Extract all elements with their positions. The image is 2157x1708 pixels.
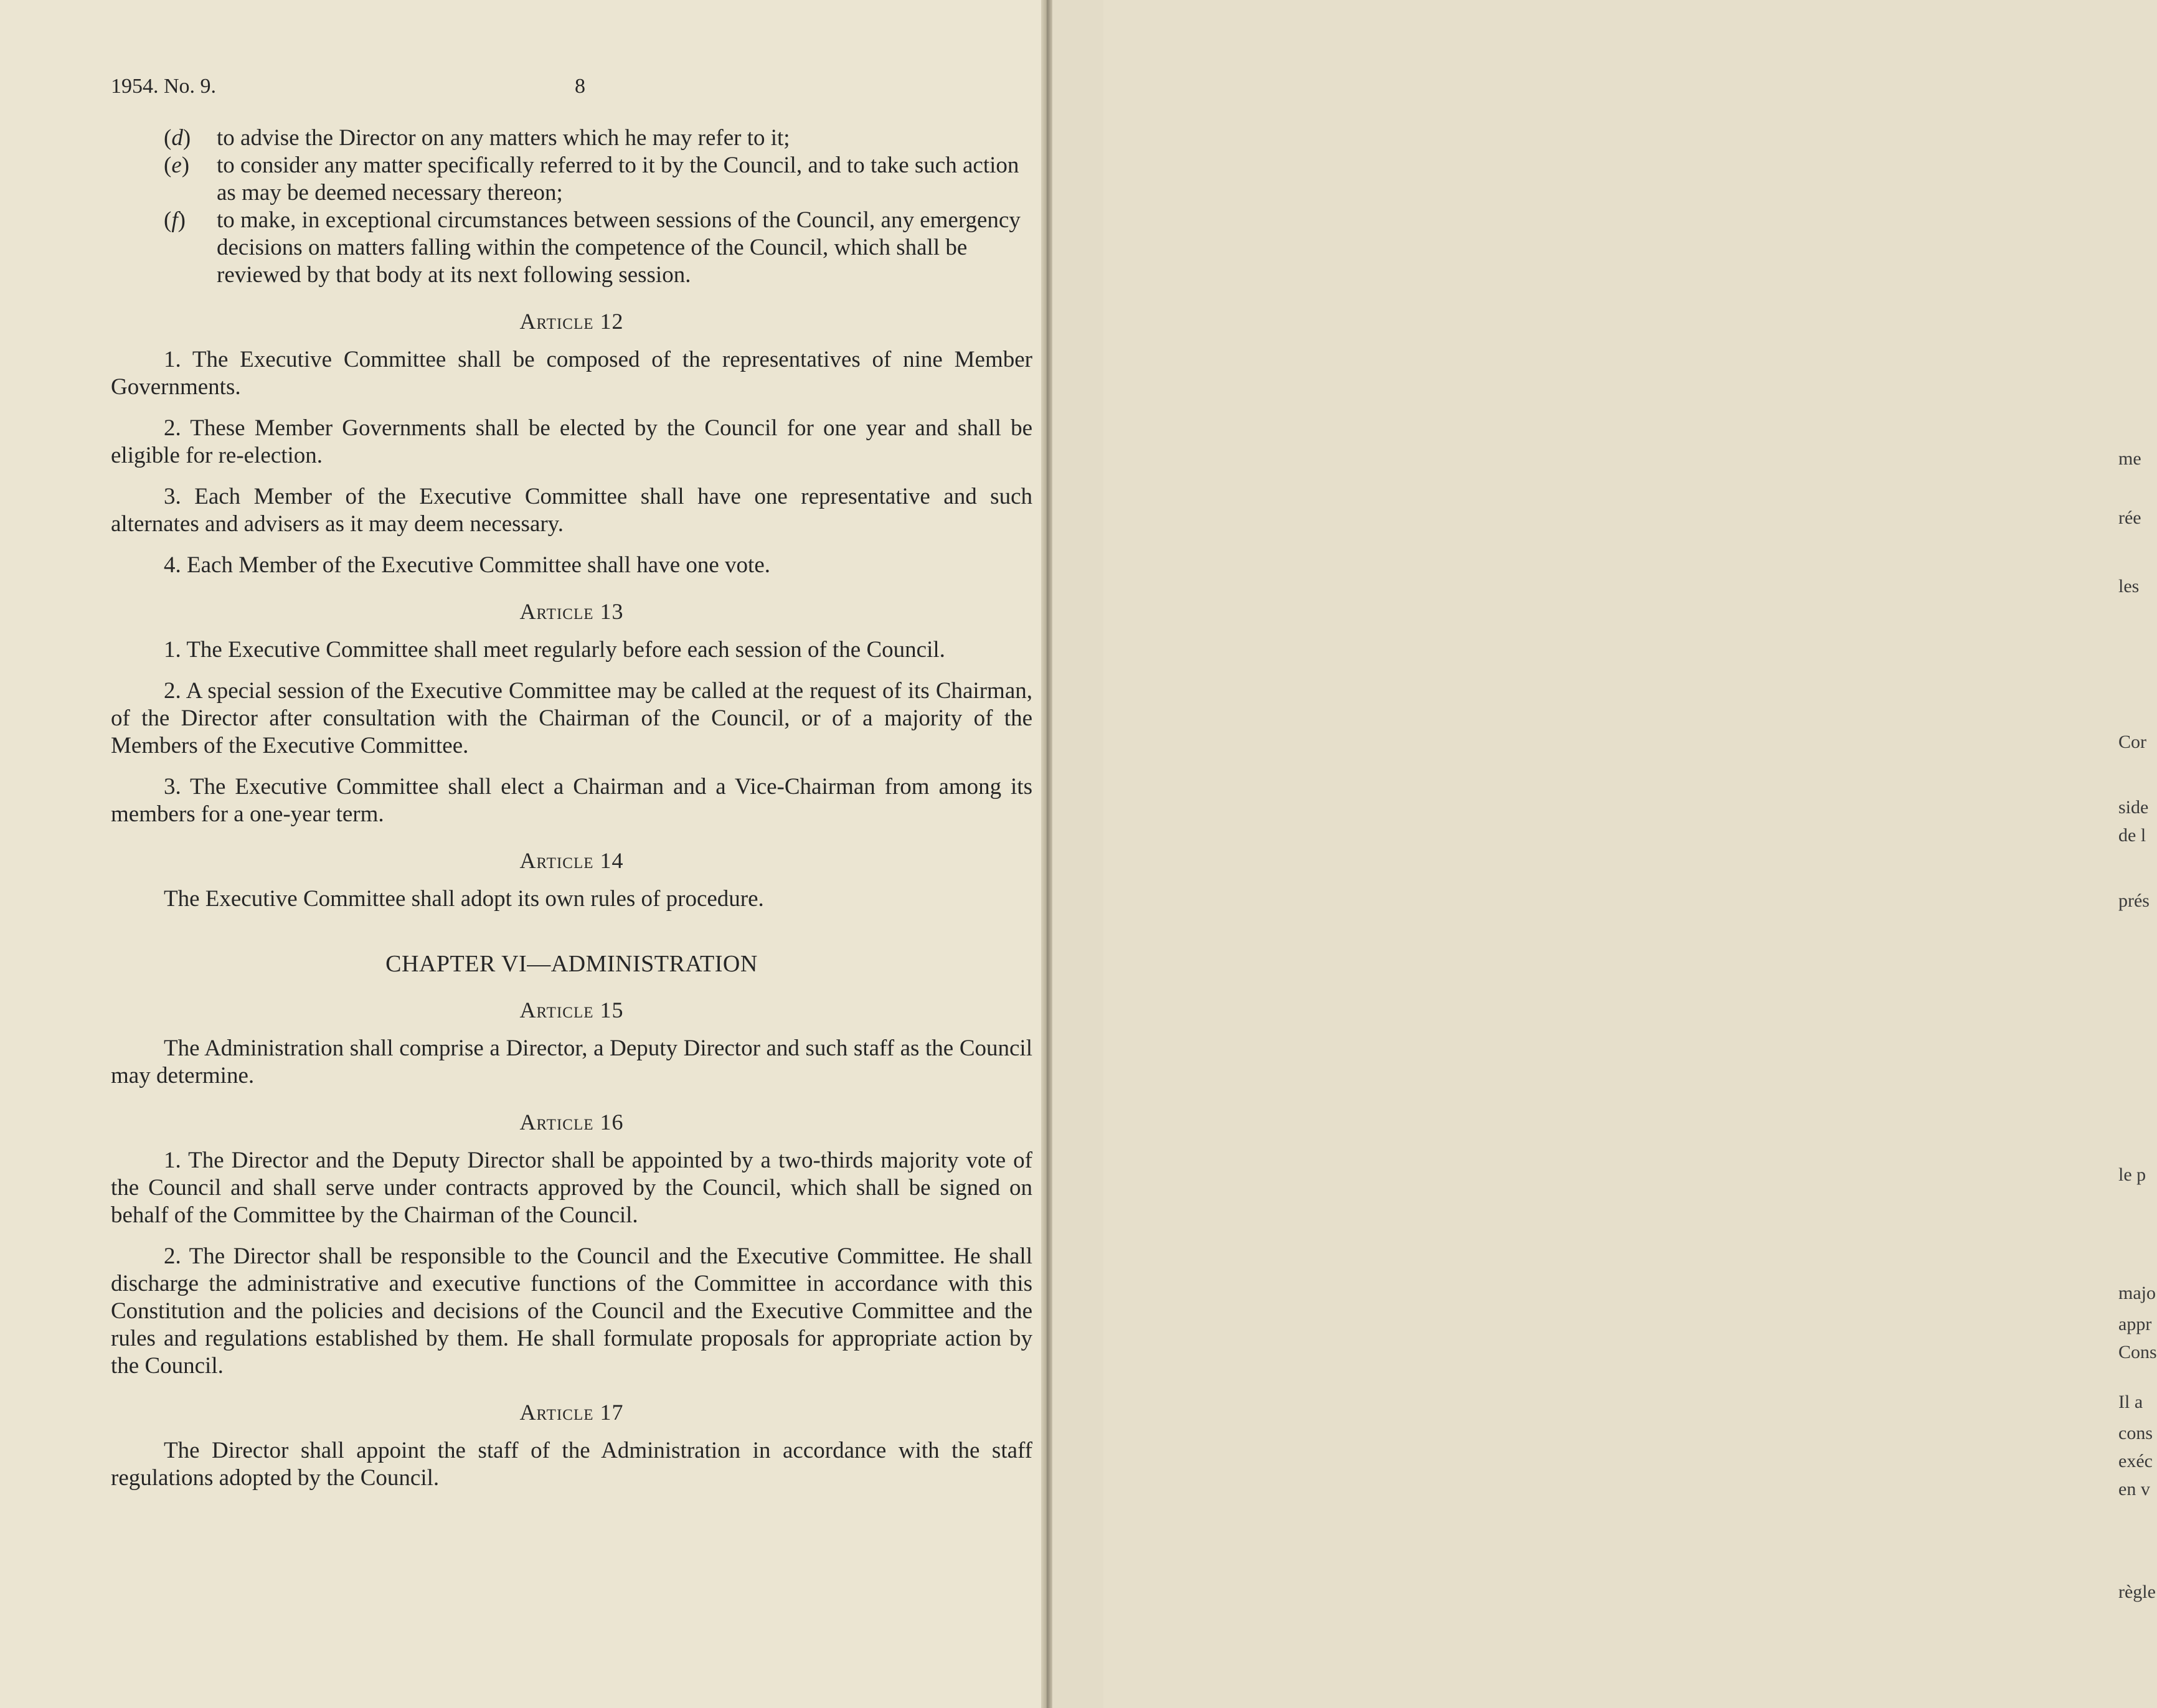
article-13-para-2: 2. A special session of the Executive Committee may be called at the request of its Chairman, of the Director after consultation with the Chairman of the Council, or of a majority of the Members of the Executive Committee. (111, 678, 1032, 758)
facing-page-fragment: exéc (2118, 1451, 2153, 1471)
facing-page-edge (1052, 0, 2157, 1708)
list-item-f: (f) to make, in exceptional circumstances between sessions of the Council, any emergency decisions on matters falling within the competence of the Council, which shall be reviewed by that body at its next following session. (164, 207, 1021, 288)
article-15-para-1: The Administration shall comprise a Director, a Deputy Director and such staff as the Council may determine. (111, 1036, 1032, 1088)
article-14-heading: Article 14 (519, 848, 624, 873)
article-17-para-1: The Director shall appoint the staff of the Administration in accordance with the staff regulations adopted by the Council. (111, 1438, 1032, 1491)
page-number: 8 (575, 75, 585, 98)
list-item-e: (e) to consider any matter specifically referred to it by the Council, and to take such action as may be deemed necessary thereon; (164, 153, 1019, 205)
facing-page-fragment: le p (2118, 1164, 2146, 1185)
facing-page-fragment: règle (2118, 1582, 2156, 1602)
facing-page-fragment: appr (2118, 1314, 2152, 1334)
article-12-heading: Article 12 (519, 309, 624, 334)
article-12-para-3: 3. Each Member of the Executive Committee shall have one representative and such alternates and advisers as it may deem necessary. (111, 484, 1032, 537)
book-gutter (1041, 0, 1052, 1708)
facing-page-fragment: en v (2118, 1479, 2150, 1499)
facing-page-fragment: Cor (2118, 732, 2146, 752)
facing-page-fragment: cons (2118, 1423, 2153, 1443)
header-year-number: 1954. No. 9. (111, 75, 217, 98)
facing-page-fragment: majo (2118, 1283, 2156, 1303)
article-15-heading: Article 15 (519, 998, 624, 1022)
facing-page-fragment: Il a (2118, 1392, 2143, 1412)
facing-page-fragment: Cons (2118, 1342, 2157, 1362)
article-12-para-1: 1. The Executive Committee shall be composed of the representatives of nine Member Governments. (111, 347, 1032, 400)
article-13-heading: Article 13 (519, 599, 624, 624)
body-text (111, 125, 1032, 1506)
article-13-para-1: 1. The Executive Committee shall meet regularly before each session of the Council. (164, 637, 945, 663)
list-item-d: (d) to advise the Director on any matters which he may refer to it; (164, 125, 790, 151)
article-16-heading: Article 16 (519, 1110, 624, 1135)
article-16-para-1: 1. The Director and the Deputy Director shall be appointed by a two-thirds majority vote of the Council and shall serve under contracts approved by the Council, which shall be signed on behalf of the Committee by the Chairman of the Council. (111, 1148, 1032, 1228)
document-page (0, 0, 1059, 1708)
article-13-para-3: 3. The Executive Committee shall elect a Chairman and a Vice-Chairman from among its members for a one-year term. (111, 774, 1032, 827)
facing-page-fragment: de l (2118, 825, 2146, 846)
article-16-para-2: 2. The Director shall be responsible to the Council and the Executive Committee. He shall discharge the administrative and executive functions of the Committee in accordance with this Constitution and the policies and decisions of the Council and the Executive Committee and the rules and regulations established by them. He shall formulate proposals for appropriate action by the Council. (111, 1243, 1032, 1379)
facing-page-fragment: les (2118, 576, 2140, 597)
article-17-heading: Article 17 (519, 1400, 624, 1425)
facing-page-fragment: rée (2118, 507, 2141, 528)
article-12-para-4: 4. Each Member of the Executive Committee shall have one vote. (164, 552, 771, 578)
facing-page-fragment: side (2118, 797, 2149, 818)
chapter-heading: CHAPTER VI—ADMINISTRATION (385, 951, 758, 977)
article-14-para-1: The Executive Committee shall adopt its own rules of procedure. (164, 886, 764, 912)
article-12-para-2: 2. These Member Governments shall be elected by the Council for one year and shall be eligible for re-election. (111, 415, 1032, 468)
facing-page-fragment: prés (2118, 890, 2150, 911)
facing-page-fragment: me (2118, 448, 2141, 469)
running-header (111, 75, 585, 98)
